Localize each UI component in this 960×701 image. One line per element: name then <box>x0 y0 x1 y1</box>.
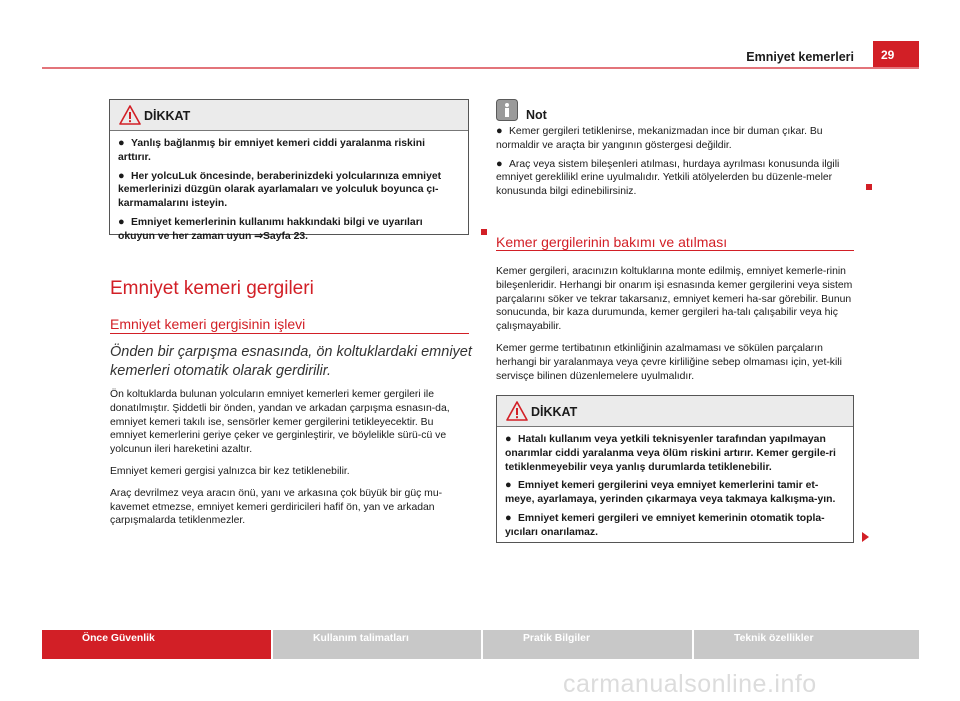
warning-header <box>497 396 853 427</box>
warning-item: ● Yanlış bağlanmış bir emniyet kemeri ciddi yaralanma riskini arttırır. <box>118 137 425 163</box>
page-number: 29 <box>873 41 919 67</box>
paragraph: Araç devrilmez veya aracın önü, yanı ve arkasına çok büyük bir güç mu-kavemet etmezse, emniyet kemeri gerdiricileri hafif ön, yan ve arkadan çarpışmalarda tetiklenmezler. <box>110 487 443 527</box>
paragraph: Kemer germe tertibatının etkinliğinin azalmaması ve sökülen parçaların herhangi bir yaralanmaya veya çevre kirliliğine sebep olmaması için, yet-kili servisçe bilinen düzenlemelere uyulmalıdır. <box>496 342 842 382</box>
body-text <box>110 388 470 536</box>
footer-tab-technical[interactable]: Teknik özellikler <box>694 630 919 659</box>
warning-title: DİKKAT <box>144 109 191 123</box>
care-section-body <box>496 265 856 391</box>
footer-tab-practical[interactable]: Pratik Bilgiler <box>483 630 692 659</box>
subsection-divider <box>110 333 469 334</box>
warning-body <box>110 131 468 244</box>
paragraph: Kemer gergileri, aracınızın koltuklarına monte edilmiş, emniyet kemerle-rinin bileşenleridir. Herhangi bir onarım işi esnasında kemer gergilerini veya sistem parçalarını söker ve tekrar takarsanız, emniyet kemeri ha-sar görebilir. Bunun sonucunda, bir kaza durumunda, kemer gergileri ha-talı çalışabilir veya hiç çalışmayabilir. <box>496 266 853 333</box>
section-end-marker <box>481 229 487 235</box>
subsection-heading: Emniyet kemeri gergisinin işlevi <box>110 316 306 332</box>
section-end-marker <box>866 184 872 190</box>
footer-tab-safety[interactable]: Önce Güvenlik <box>42 630 271 659</box>
page-reference-link[interactable]: ⇒Sayfa 23. <box>254 230 309 242</box>
warning-item: ● Her yolcuLuk öncesinde, beraberinizdeki yolcularınıza emniyet kemerlerinizi düzgün olarak ayarlamaları ve yolculuk boyunca çı-karmamalarını isteyin. <box>118 169 442 210</box>
continue-arrow-icon <box>862 532 869 542</box>
watermark: carmanualsonline.info <box>563 670 817 698</box>
note-item: ● Kemer gergileri tetiklenirse, mekanizmadan ince bir duman çıkar. Bu normaldir ve araçta bir yangının göstergesi değildir. <box>496 125 823 151</box>
section-heading: Emniyet kemeri gergileri <box>110 278 314 299</box>
note-title: Not <box>526 108 547 122</box>
warning-header <box>110 100 468 131</box>
care-section-divider <box>496 250 854 251</box>
right-warning-box <box>496 395 854 543</box>
warning-title: DİKKAT <box>531 405 578 419</box>
note-item: ● Araç veya sistem bileşenleri atılması, hurdaya ayrılması konusunda ilgili emniyet gereklilikl erine uyulmalıdır. Yetkili atölyelerden bu düzenle-meler konusunda bilgi edinebilirsiniz. <box>496 157 840 198</box>
warning-icon <box>119 105 141 125</box>
care-section-heading: Kemer gergilerinin bakımı ve atılması <box>496 234 728 250</box>
warning-body <box>497 427 853 540</box>
warning-item: ● Emniyet kemeri gergileri ve emniyet kemerinin otomatik topla-yıcıları onarılamaz. <box>505 511 825 538</box>
warning-item: ● Hatalı kullanım veya yetkili teknisyenler tarafından yapılmayan onarımlar ciddi yaralanma veya ölüm riskini artırır. Kemer gergile-ri tetiklenmeyebilir veya yanlış durumlarda tetiklenebilir. <box>505 433 836 473</box>
warning-item: ● Emniyet kemerlerinin kullanımı hakkındaki bilgi ve uyarıları okuyun ve her zaman uyun ⇒Sayfa 23. <box>118 215 423 242</box>
info-icon <box>496 99 518 121</box>
header-divider <box>42 67 919 69</box>
warning-item: ● Emniyet kemeri gergilerini veya emniyet kemerlerini tamir et-meye, ayarlamaya, yerinden çıkarmaya veya takmaya kalkışma-yın. <box>505 479 836 506</box>
left-warning-box <box>109 99 469 242</box>
paragraph: Ön koltuklarda bulunan yolcuların emniyet kemerleri kemer gergileri ile donatılmıştır. Şiddetli bir önden, yandan ve arkadan çarpışma esnasın-da, emniyet kemeri takılı ise, sensörler kemer gergilerini tetikleyecektir. Bu emniyet kemerlerini geriye çeker ve gerginleştirir, ve böylelikle sürü-cü ve yolcunun ileri hareketini azaltır. <box>110 389 450 456</box>
warning-icon <box>506 401 528 421</box>
paragraph: Emniyet kemeri gergisi yalnızca bir kez tetiklenebilir. <box>110 465 350 477</box>
section-title: Emniyet kemerleri <box>746 50 854 64</box>
footer-tab-operation[interactable]: Kullanım talimatları <box>273 630 481 659</box>
lead-paragraph: Önden bir çarpışma esnasında, ön koltuklardaki emniyet kemerleri otomatik olarak gerdirilir. <box>110 344 472 379</box>
note-body <box>496 125 856 207</box>
